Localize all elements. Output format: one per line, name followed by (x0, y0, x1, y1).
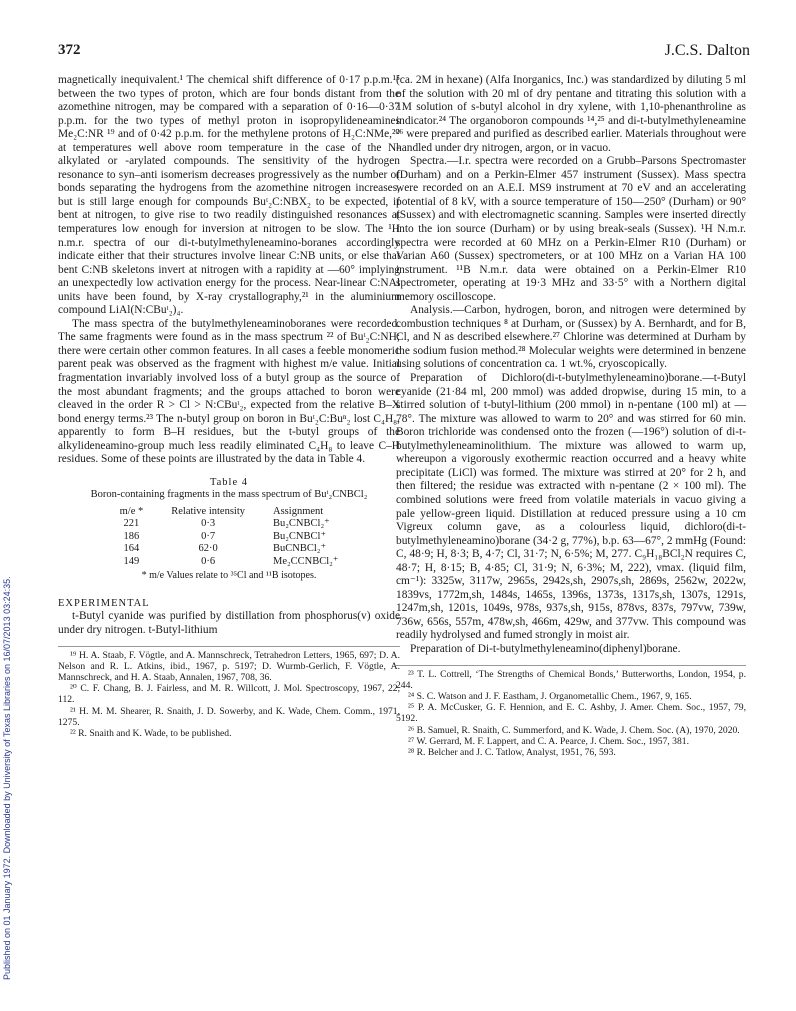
reference-27: ²⁷ W. Gerrard, M. F. Lappert, and C. A. Pearce, J. Chem. Soc., 1957, 381. (408, 735, 689, 747)
page-header (58, 42, 750, 64)
left-column (58, 74, 400, 739)
paragraph-analysis: Analysis.—Carbon, hydrogen, boron, and nitrogen were determined by combustion techniques ⁸ at Durham, or (Sussex) by A. Bernhardt, and for B, Cl, and N as described elsewhere.²⁷ Chlorine was determined at Durham by the sodium fusion method.²⁸ Molecular weights were determined in benzene using solutions of concentration ca. 1 wt.%, cryoscopically. (396, 304, 746, 371)
table-caption: Table 4 (209, 476, 249, 488)
footnote-references-left (58, 646, 400, 740)
footnote-references-right (396, 665, 746, 759)
table-header-row (106, 506, 353, 519)
cell-assignment: Me₂CCNBCl₂⁺ (273, 555, 339, 567)
paragraph-nmr-discussion: magnetically inequivalent.¹ The chemical shift difference of 0·17 p.p.m.¹⁵ between the two types of proton, which are four bonds distant from the azomethine nitrogen, may be compared with a separation of 0·16—0·37 p.p.m. for the two types of methyl proton in isopropylideneamines Me₂C:NR ¹⁹ and of 0·42 p.p.m. for the methylene protons of H₂C:NMe,²⁰ at temperatures well above room temperature in the case of the N-alkylated or -arylated compounds. The sensitivity of the hydrogen resonance to syn–anti isomerism decreases progressively as the number of bonds separating the hydrogens from the azomethine nitrogen increases, but is still large enough for compounds Buᵗ₂C:NBX₂ to be expected, if bent at nitrogen, to give rise to two readily distinguished resonances at temperatures low enough for inversion at nitrogen to be slow. The ¹H n.m.r. spectra of our di-t-butylmethyleneamino-boranes accordingly indicate either that their structures involve linear C:NB units, or else that bent C:NB skeletons invert at nitrogen with a rapidity at —60° implying an unexpectedly low activation energy for the process. Near-linear C:NAl units have been found, by X-ray crystallography,²¹ in the aluminium compound LiAl(N:CBuᵗ₂)₄. (58, 74, 400, 317)
cell-intensity: 62·0 (198, 543, 218, 555)
table-row (106, 556, 353, 569)
reference-20: ²⁰ C. F. Chang, B. J. Fairless, and M. R. Willcott, J. Mol. Spectroscopy, 1967, 22, 112. (58, 683, 400, 706)
cell-intensity: 0·3 (201, 518, 216, 530)
cell-me: 186 (123, 530, 140, 542)
experimental-heading: EXPERIMENTAL (58, 597, 150, 609)
paragraph-spectra: Spectra.—I.r. spectra were recorded on a Grubb–Parsons Spectromaster (Durham) and on a Perkin-Elmer 457 instrument (Sussex). Mass spectra were recorded on an A.E.I. MS9 instrument at 70 eV and an accelerating potential of 8 kV, with a source temperature of 150—250° (Durham) or 90° (Sussex) and with electromagnetic scanning. Samples were inserted directly into the ion source (Durham) or by using break-seals (Sussex). ¹H N.m.r. spectra were recorded at 60 MHz on a Perkin-Elmer R10 (Durham) or Varian A60 (Sussex) spectrometers, or at 100 MHz on a Varian HA 100 instrument. ¹¹B N.m.r. data were obtained on a Perkin-Elmer R10 spectrometer, operating at 19·3 MHz and 33·5° with a Northern digital memory oscilloscope. (396, 155, 746, 303)
journal-name: J.C.S. Dalton (664, 42, 750, 59)
download-notice-sidebar (0, 0, 20, 1011)
table-4 (58, 477, 400, 583)
table-row (106, 543, 353, 556)
cell-me: 149 (123, 555, 140, 567)
cell-assignment: Bu₂CNBCl⁺ (273, 530, 326, 542)
reference-24: ²⁴ S. C. Watson and J. F. Eastham, J. Organometallic Chem., 1967, 9, 165. (408, 690, 692, 702)
table-footnote: * m/e Values relate to ³⁵Cl and ¹¹B isotopes. (141, 570, 317, 582)
page-number: 372 (58, 42, 81, 58)
cell-intensity: 0·7 (201, 530, 216, 542)
reference-28: ²⁸ R. Belcher and J. C. Tatlow, Analyst, 1951, 76, 593. (408, 746, 616, 758)
paragraph-preparation-dichloro: Preparation of Dichloro(di-t-butylmethyleneamino)borane.—t-Butyl cyanide (21·84 ml, 200 mmol) was added dropwise, during 15 min, to a stirred solution of t-butyl-lithium (200 mmol) in n-pentane (100 ml) at —78°. The mixture was allowed to warm to 20° and was stirred for 60 min. Boron trichloride was condensed onto the frozen (—196°) solution of di-t-butylmethyleneaminolithium. The mixture was allowed to warm up, whereupon a vigorously exothermic reaction occurred and a heavy white precipitate (LiCl) was formed. The mixture was stirred at 20° for 2 h, and then filtered; the residue was extracted with n-pentane (2 × 100 ml). The combined solutions were freed from volatile materials in vacuo giving a pale yellow-green liquid. Distillation at reduced pressure using a 10 cm Vigreux column gave, as a colourless liquid, dichloro(di-t-butylmethyleneamino)borane (34·2 g, 77%), b.p. 63—67°, 2 mmHg (Found: C, 48·9; H, 8·3; B, 4·7; Cl, 31·7; N, 6·5%; M, 277. C₉H₁₈BCl₂N requires C, 48·7; H, 8·15; B, 4·85; Cl, 31·9; N, 6·3%; M, 222), νmax. (liquid film, cm⁻¹): 3325w, 3117w, 2965s, 2942s,sh, 2907s,sh, 2869s, 2562w, 2022w, 1839vs, 1772m,sh, 1484s, 1465s, 1396s, 1373s, 1317s,sh, 1307s, 1291s, 1247m,sh, 1201s, 1049s, 978s, 937s,sh, 915s, 878vs, 837s, 797vw, 739w, 736w, 656s, 557m, 478w,sh, 466m, 429w, and 377vw. This compound was readily hydrolysed and fumed strongly in moist air. (396, 372, 746, 642)
header-intensity: Relative intensity (171, 505, 246, 517)
cell-me: 164 (123, 543, 140, 555)
reference-21: ²¹ H. M. M. Shearer, R. Snaith, J. D. Sowerby, and K. Wade, Chem. Comm., 1971, 1275. (58, 705, 400, 728)
paragraph-mass-spectra: The mass spectra of the butylmethyleneaminoboranes were recorded. The same fragments were found as in the mass spectrum ²² of Buᵗ₂C:NH; there were certain other common features. In all cases a feeble monomeric parent peak was observed as the fragment with highest m/e value. Initial fragmentation invariably involved loss of a butyl group as the source of the most abundant fragments; and the groups attached to boron were cleaved in the order R > Cl > N:CBuᵗ₂, expected from the relative B–X bond energy terms.²³ The n-butyl group on boron in Buᵗ₂C:Buⁿ₂ lost C₄H₈, apparently to form B–H residues, but the t-butyl groups of the alkylideneamino-group much less readily eliminated C₄H₈ to leave C–H residues. Some of these points are illustrated by the data in Table 4. (58, 317, 400, 466)
paragraph-reagents: (ca. 2M in hexane) (Alfa Inorganics, Inc.) was standardized by diluting 5 ml of the solution with 20 ml of dry pentane and titrating this solution with a 1M solution of s-butyl alcohol in dry xylene, with 1,10-phenanthroline as indicator.²⁴ The organoboron compounds ¹⁴,²⁵ and di-t-butylmethyleneamine ²⁶ were prepared and purified as described earlier. Materials throughout were handled under dry nitrogen, argon, or in vacuo. (396, 74, 746, 154)
header-assignment: Assignment (273, 505, 324, 517)
reference-23: ²³ T. L. Cottrell, ‘The Strengths of Chemical Bonds,’ Butterworths, London, 1954, p. 244. (396, 668, 746, 691)
reference-26: ²⁶ B. Samuel, R. Snaith, C. Summerford, and K. Wade, J. Chem. Soc. (A), 1970, 2020. (408, 724, 740, 736)
reference-22: ²² R. Snaith and K. Wade, to be published. (70, 727, 232, 739)
cell-me: 221 (123, 518, 140, 530)
cell-intensity: 0·6 (201, 555, 216, 567)
fragment-table (106, 506, 353, 569)
reference-19: ¹⁹ H. A. Staab, F. Vögtle, and A. Mannschreck, Tetrahedron Letters, 1965, 697; D. A. Nelson and R. L. Atkins, ibid., 1967, p. 5197; D. Wurmb-Gerlich, F. Vögtle, A. Mannschreck, and H. A. Staab, Annalen, 1967, 708, 36. (58, 649, 400, 683)
download-notice: Published on 01 January 1972. Downloaded by University of Texas Libraries on 16/07/2013 03:24:35. (2, 576, 12, 980)
paragraph-experimental: t-Butyl cyanide was purified by distillation from phosphorus(v) oxide under dry nitrogen. t-Butyl-lithium (58, 610, 400, 636)
table-row (106, 531, 353, 544)
header-me: m/e * (119, 505, 144, 517)
reference-25: ²⁵ P. A. McCusker, G. F. Hennion, and E. C. Ashby, J. Amer. Chem. Soc., 1957, 79, 5192. (396, 702, 746, 725)
table-subtitle: Boron-containing fragments in the mass spectrum of Buᵗ₂CNBCl₂ (90, 489, 368, 501)
cell-assignment: BuCNBCl₂⁺ (273, 543, 326, 555)
paragraph-preparation-diphenyl: Preparation of Di-t-butylmethyleneamino(diphenyl)borane. (410, 642, 681, 655)
table-row (106, 518, 353, 531)
right-column (396, 74, 746, 758)
cell-assignment: Bu₂CNBCl₂⁺ (273, 518, 330, 530)
